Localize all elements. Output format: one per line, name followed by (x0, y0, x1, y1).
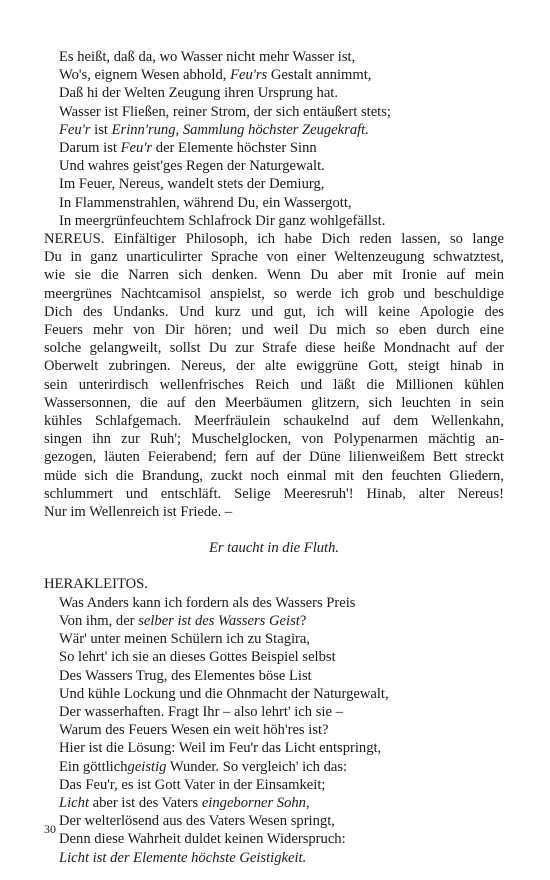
text-span: Ein göttlich (59, 758, 128, 775)
verse-line (44, 830, 504, 848)
verse-line (44, 175, 504, 193)
text-span: In Flammenstrahlen, während Du, ein Wassergott, (59, 194, 352, 211)
prose-line: Feuers mehr von Dir hören; und weil Du mich so eben durch eine (44, 322, 504, 339)
prose-line: Oberwelt zubringen. Nereus, der alte ewiggrüne Gott, steigt hinab in (44, 358, 504, 375)
text-span: Wo's, eignem Wesen abhold, (59, 67, 231, 84)
italic-span: Feu'rs (230, 67, 268, 84)
text-span: Im Feuer, Nereus, wandelt stets der Demiurg, (59, 176, 325, 193)
italic-span: Feu'r (59, 121, 91, 138)
prose-line: Dich des Undanks. Und kurz und gut, ich will keine Apologie des (44, 303, 504, 320)
prose-line: sein unterirdisch wellenfrisches Reich und läßt die Millionen kühlen (44, 376, 504, 393)
spacer (44, 521, 504, 539)
italic-span: Feu'r (120, 140, 153, 157)
italic-span: Erinn'rung, Sammlung höchster Zeugekraft. (111, 121, 369, 138)
text-span: Was Anders kann ich fordern als des Wassers Preis (59, 594, 356, 611)
text-span: Und kühle Lockung und die Ohnmacht der Naturgewalt, (59, 685, 389, 702)
verse-line (44, 66, 504, 84)
text-span: Das Feu'r, es ist Gott Vater in der Einsamkeit; (59, 776, 326, 793)
text-span: Gestalt annimmt, (267, 67, 372, 84)
italic-span: Licht (59, 794, 89, 811)
prose-line: singen ihn zur Ruh'; Muschelglocken, von Polypenarmen mächtig an- (44, 431, 504, 448)
verse-line (44, 739, 504, 757)
text-span: ? (299, 612, 307, 629)
verse-line (44, 48, 504, 66)
verse-line (44, 721, 504, 739)
nereus-speech (44, 230, 504, 521)
verse-line (44, 612, 504, 630)
italic-span: geistig (127, 758, 167, 775)
prose-line: wie sie die Narren sich denken. Wenn Du aber mit Ironie auf mein (44, 267, 504, 284)
text-span: der Elemente höchster Sinn (152, 140, 317, 157)
italic-span: selber ist des Wassers Geist (138, 612, 300, 629)
verse-line (44, 685, 504, 703)
prose-line: solche gelangweilt, sollst Du zur Strafe diese heiße Mondnacht auf der (44, 340, 504, 357)
verse-block-1 (44, 48, 504, 230)
verse-line (44, 157, 504, 175)
text-span: Hier ist die Lösung: Weil im Feu'r das Licht entspringt, (59, 740, 382, 757)
verse-line (44, 594, 504, 612)
text-span: Der wasserhaften. Fragt Ihr – also lehrt' ich sie – (59, 703, 343, 720)
text-span: In meergrünfeuchtem Schlafrock Dir ganz wohlgefällst. (59, 212, 386, 229)
prose-line: müde sich die Brandung, zuckt noch einmal mit den feuchten Gliedern, (44, 467, 504, 484)
prose-line: Du in ganz unarticulirter Sprache von einer Weltenzeugung schwatztest, (44, 249, 504, 266)
text-span: Wunder. So vergleich' ich das: (166, 758, 348, 775)
stage-direction: Er taucht in die Fluth. (208, 540, 340, 557)
spacer (44, 557, 504, 575)
text-span: Daß hi der Welten Zeugung ihren Ursprung hat. (59, 85, 339, 102)
page-number: 30 (44, 822, 56, 836)
text-span: Der welterlösend aus des Vaters Wesen springt, (59, 813, 335, 830)
verse-line (44, 630, 504, 648)
page-text (44, 48, 504, 867)
speaker-heading: HERAKLEITOS. (44, 576, 148, 593)
text-span: Und wahres geist'ges Regen der Naturgewalt. (59, 158, 325, 175)
text-span: ist (90, 121, 112, 138)
italic-span: Licht ist der Elemente höchste Geistigkeit. (59, 849, 307, 866)
text-span: Wär' unter meinen Schülern ich zu Stagira, (59, 631, 311, 648)
text-span: Es heißt, daß da, wo Wasser nicht mehr Wasser ist, (59, 49, 356, 65)
text-span: aber ist des Vaters (89, 794, 202, 811)
verse-line (44, 794, 504, 812)
verse-line (44, 849, 504, 867)
verse-line (44, 648, 504, 666)
text-span: So lehrt' ich sie an dieses Gottes Beispiel selbst (59, 649, 336, 666)
verse-line (44, 212, 504, 230)
prose-line: meergrünes Nachtcamisol anspielst, so werde ich grob und beschuldige (44, 285, 504, 302)
text-span: Wasser ist Fließen, reiner Strom, der sich entäußert stets; (59, 103, 391, 120)
text-span: Warum des Feuers Wesen ein weit höh'res ist? (59, 722, 329, 739)
verse-line (44, 121, 504, 139)
verse-block-2 (44, 594, 504, 867)
verse-line (44, 103, 504, 121)
prose-line: Wassersonnen, die auf den Meerbäumen glitzern, sich leuchten in sein (44, 394, 504, 411)
verse-line (44, 812, 504, 830)
prose-line: NEREUS. Einfältiger Philosoph, ich habe Dich reden lassen, so lange (44, 231, 504, 248)
verse-line (44, 758, 504, 776)
text-span: , (305, 794, 310, 811)
text-span: Darum ist (59, 140, 121, 157)
verse-line (44, 139, 504, 157)
text-span: Denn diese Wahrheit duldet keinen Widerspruch: (59, 831, 346, 848)
verse-line (44, 776, 504, 794)
text-span: Des Wassers Trug, des Elementes böse List (59, 667, 312, 684)
verse-line (44, 667, 504, 685)
prose-line: schlummert und entschläft. Selige Meeresruh'! Hinab, alter Nereus! (44, 485, 504, 502)
prose-line: kühles Schlafgemach. Meerfräulein schaukelnd auf dem Wellenkahn, (44, 413, 504, 430)
italic-span: eingeborner Sohn (201, 794, 306, 811)
verse-line (44, 194, 504, 212)
prose-line: gezogen, läuten Feierabend; fern auf der Düne lilienweißem Bett streckt (44, 449, 504, 466)
prose-line: Nur im Wellenreich ist Friede. – (44, 504, 233, 521)
verse-line (44, 84, 504, 102)
verse-line (44, 703, 504, 721)
text-span: Von ihm, der (59, 612, 139, 629)
